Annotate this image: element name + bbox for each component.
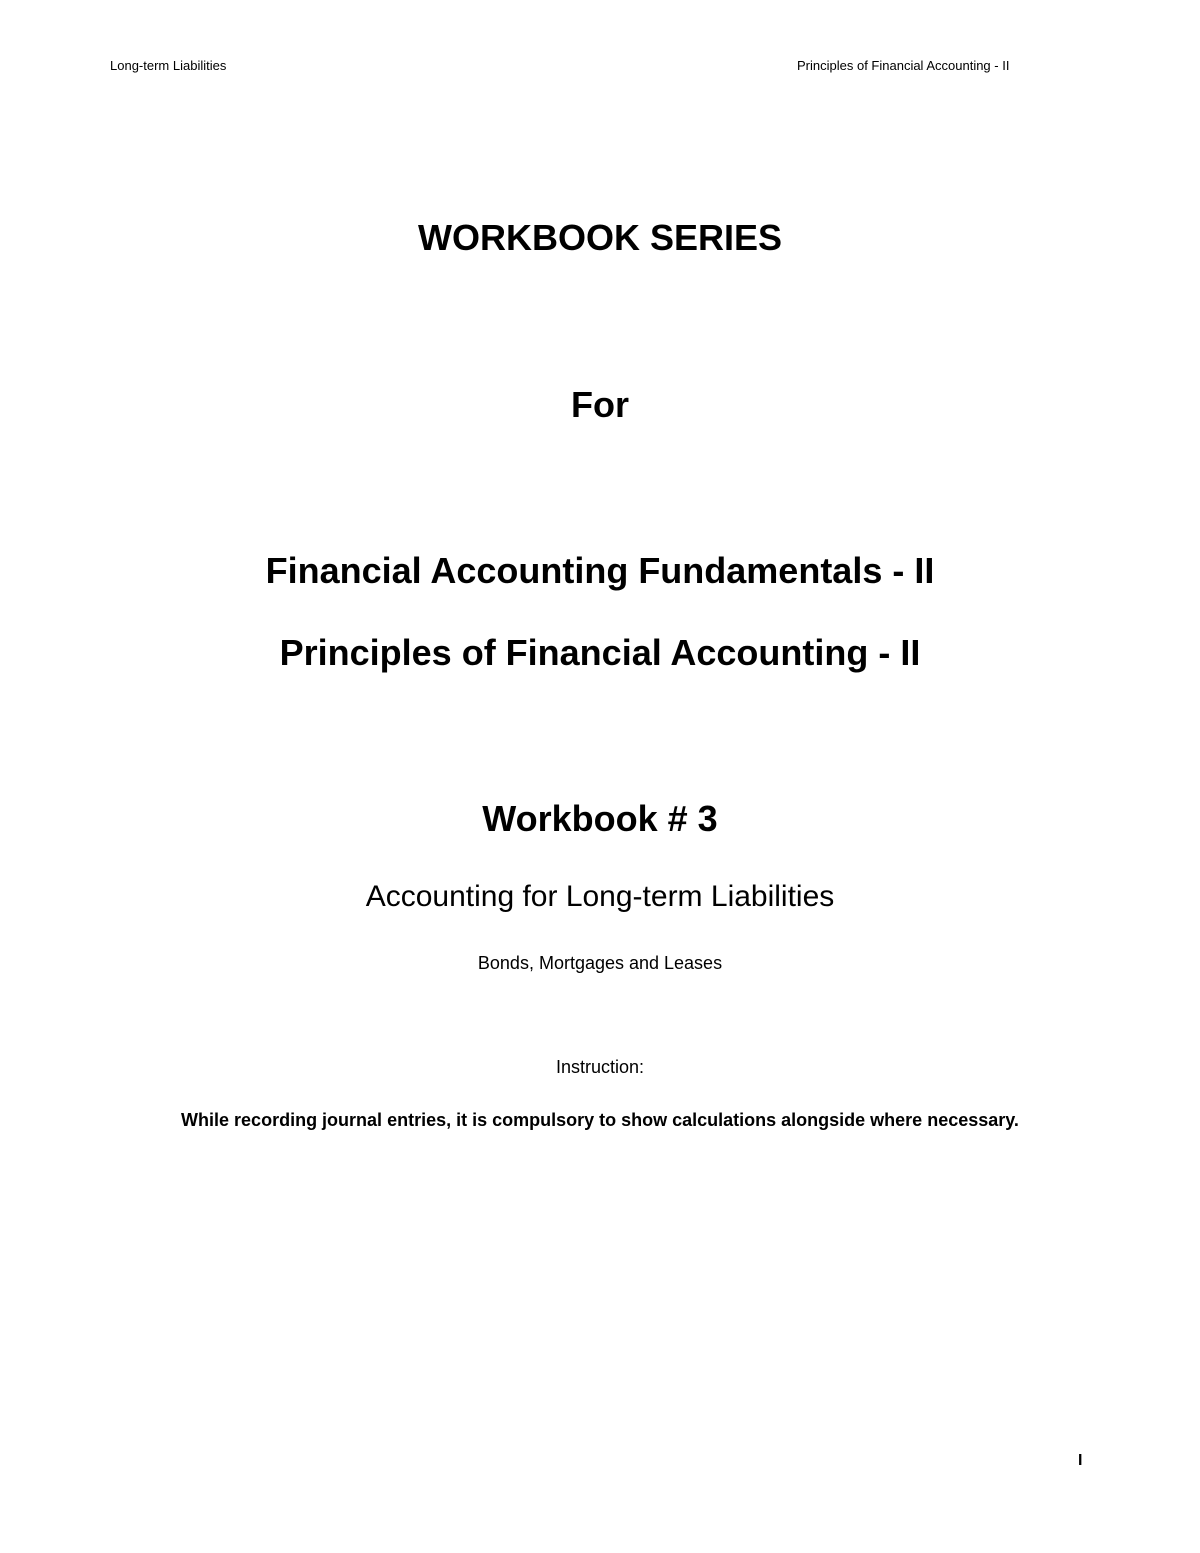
course-title-2: Principles of Financial Accounting - II: [279, 632, 921, 673]
for-label: For: [571, 384, 629, 425]
page-number: I: [1078, 1452, 1083, 1469]
instruction-text: While recording journal entries, it is compulsory to show calculations alongside where necessary.: [181, 1110, 1019, 1130]
workbook-topic: Accounting for Long-term Liabilities: [365, 880, 835, 913]
running-header-left: Long-term Liabilities: [110, 58, 227, 73]
running-header-right: Principles of Financial Accounting - II: [797, 58, 1010, 73]
course-title-1: Financial Accounting Fundamentals - II: [265, 550, 935, 591]
instruction-label: Instruction:: [555, 1057, 645, 1077]
workbook-number: Workbook # 3: [482, 798, 718, 839]
workbook-subtopic: Bonds, Mortgages and Leases: [477, 953, 723, 973]
series-title: WORKBOOK SERIES: [417, 217, 783, 258]
